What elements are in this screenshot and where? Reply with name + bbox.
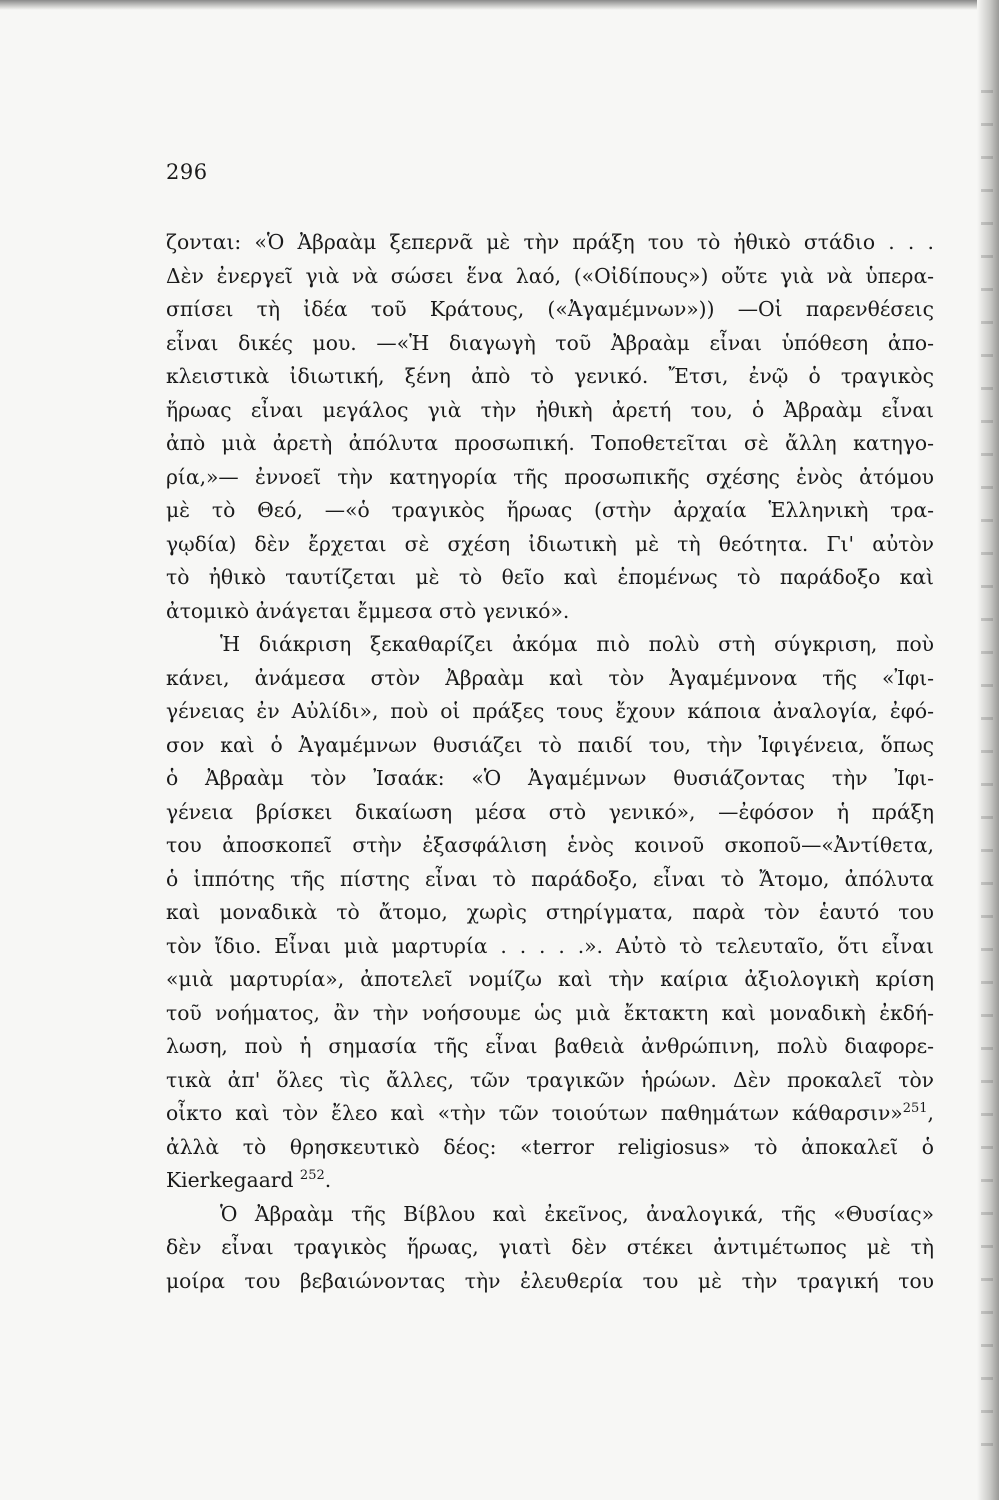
body-text xyxy=(166,226,934,1298)
text-line-content: ρία,»— ἐννοεῖ τὴν κατηγορία τῆς προσωπικῆς σχέσης ἑνὸς ἀτόμου xyxy=(166,464,934,489)
text-line-content: μὲ τὸ Θεό, —«ὁ τραγικὸς ἥρωας (στὴν ἀρχαία Ἑλληνικὴ τρα- xyxy=(166,498,934,522)
text-line-content: Kierkegaard xyxy=(166,1168,300,1192)
text-line xyxy=(166,662,934,696)
text-line xyxy=(166,695,934,729)
text-line xyxy=(166,628,934,662)
text-line xyxy=(166,327,934,361)
text-line xyxy=(166,1064,934,1098)
text-line xyxy=(166,461,934,495)
text-line-content: τοῦ νοήματος, ἂν τὴν νοήσουμε ὡς μιὰ ἔκτακτη καὶ μοναδικὴ ἐκδή- xyxy=(166,1000,934,1025)
text-line xyxy=(166,1097,934,1131)
text-line xyxy=(166,360,934,394)
text-line-content: Δὲν ἐνεργεῖ γιὰ νὰ σώσει ἕνα λαό, («Οἰδίπους») οὔτε γιὰ νὰ ὑπερα- xyxy=(166,263,934,288)
text-line-content: μοίρα του βεβαιώνοντας τὴν ἐλευθερία του μὲ τὴν τραγική του xyxy=(166,1268,934,1293)
footnote-marker: 251 xyxy=(902,1101,928,1116)
text-line-content: ἀλλὰ τὸ θρησκευτικὸ δέος: «terror religiosus» τὸ ἀποκαλεῖ ὁ xyxy=(166,1134,934,1159)
text-line-tail: . xyxy=(324,1168,332,1192)
scan-top-edge xyxy=(0,0,999,10)
text-line-content: τὸ ἠθικὸ ταυτίζεται μὲ τὸ θεῖο καὶ ἑπομένως τὸ παράδοξο καὶ xyxy=(166,565,934,589)
text-line xyxy=(166,260,934,294)
text-line xyxy=(166,963,934,997)
text-line-content: Ὁ Ἀβραὰμ τῆς Βίβλου καὶ ἐκεῖνος, ἀναλογικά, τῆς «Θυσίας» xyxy=(220,1201,934,1226)
text-line xyxy=(166,1198,934,1232)
footnote-marker: 252 xyxy=(299,1168,325,1183)
text-line-content: οἶκτο καὶ τὸν ἔλεο καὶ «τὴν τῶν τοιούτων παθημάτων κάθαρσιν» xyxy=(166,1101,903,1125)
text-line-content: καὶ μοναδικὰ τὸ ἄτομο, χωρὶς στηρίγματα, παρὰ τὸν ἑαυτό του xyxy=(166,900,934,924)
text-line-content: σπίσει τὴ ἰδέα τοῦ Κράτους, («Ἀγαμέμνων»)) —Οἱ παρενθέσεις xyxy=(166,297,934,321)
text-line xyxy=(166,1231,934,1265)
text-line-content: Ἡ διάκριση ξεκαθαρίζει ἀκόμα πιὸ πολὺ στὴ σύγκριση, ποὺ xyxy=(220,632,934,656)
text-line-content: κλειστικὰ ἰδιωτική, ξένη ἀπὸ τὸ γενικό. Ἔτσι, ἐνῷ ὁ τραγικὸς xyxy=(166,364,934,388)
text-line-content: δὲν εἶναι τραγικὸς ἥρωας, γιατὶ δὲν στέκει ἀντιμέτωπος μὲ τὴ xyxy=(166,1235,934,1259)
text-line xyxy=(166,561,934,595)
text-line xyxy=(166,1164,934,1198)
text-line-content: ζονται: «Ὁ Ἀβραὰμ ξεπερνᾶ μὲ τὴν πράξη του τὸ ἠθικὸ στάδιο . . . xyxy=(166,230,934,254)
text-line xyxy=(166,528,934,562)
text-line xyxy=(166,729,934,763)
text-line xyxy=(166,1131,934,1165)
text-line xyxy=(166,863,934,897)
text-line-tail: , xyxy=(927,1101,934,1125)
text-line-content: τὸν ἴδιο. Εἶναι μιὰ μαρτυρία . . . . .». Αὐτὸ τὸ τελευταῖο, ὅτι εἶναι xyxy=(166,933,934,958)
text-line-content: σον καὶ ὁ Ἀγαμέμνων θυσιάζει τὸ παιδί του, τὴν Ἰφιγένεια, ὅπως xyxy=(166,732,934,757)
text-line-content: ὁ ἱππότης τῆς πίστης εἶναι τὸ παράδοξο, εἶναι τὸ Ἄτομο, ἀπόλυτα xyxy=(166,866,934,891)
text-line-content: γένεια βρίσκει δικαίωση μέσα στὸ γενικό», —ἐφόσον ἡ πράξη xyxy=(166,799,934,824)
text-line xyxy=(166,293,934,327)
text-line-content: ἥρωας εἶναι μεγάλος γιὰ τὴν ἠθικὴ ἀρετή του, ὁ Ἀβραὰμ εἶναι xyxy=(166,397,934,422)
text-line xyxy=(166,896,934,930)
text-line-content: του ἀποσκοπεῖ στὴν ἐξασφάλιση ἑνὸς κοινοῦ σκοποῦ—«Ἀντίθετα, xyxy=(166,833,934,857)
page-number: 296 xyxy=(166,160,208,184)
text-line-content: κάνει, ἀνάμεσα στὸν Ἀβραὰμ καὶ τὸν Ἀγαμέμνονα τῆς «Ἰφι- xyxy=(166,665,934,690)
text-line xyxy=(166,762,934,796)
text-line xyxy=(166,930,934,964)
text-line-content: τικὰ ἀπ' ὅλες τὶς ἄλλες, τῶν τραγικῶν ἡρώων. Δὲν προκαλεῖ τὸν xyxy=(166,1067,934,1092)
text-line xyxy=(166,494,934,528)
text-line xyxy=(166,997,934,1031)
text-line-content: ἀπὸ μιὰ ἀρετὴ ἀπόλυτα προσωπική. Τοποθετεῖται σὲ ἄλλη κατηγο- xyxy=(166,431,934,455)
text-line-content: «μιὰ μαρτυρία», ἀποτελεῖ νομίζω καὶ τὴν καίρια ἀξιολογικὴ κρίση xyxy=(166,967,934,991)
text-line xyxy=(166,1030,934,1064)
text-line xyxy=(166,427,934,461)
text-line xyxy=(166,226,934,260)
text-line xyxy=(166,829,934,863)
text-line xyxy=(166,394,934,428)
text-line-content: ὁ Ἀβραὰμ τὸν Ἰσαάκ: «Ὁ Ἀγαμέμνων θυσιάζοντας τὴν Ἰφι- xyxy=(166,766,934,790)
text-line xyxy=(166,796,934,830)
text-line-content: λωση, ποὺ ἡ σημασία τῆς εἶναι βαθειὰ ἀνθρώπινη, πολὺ διαφορε- xyxy=(166,1034,934,1058)
text-line xyxy=(166,1265,934,1299)
text-line-content: γῳδία) δὲν ἔρχεται σὲ σχέση ἰδιωτικὴ μὲ τὴ θεότητα. Γι' αὐτὸν xyxy=(166,531,934,556)
text-line-content: ἀτομικὸ ἀνάγεται ἔμμεσα στὸ γενικό». xyxy=(166,598,570,623)
text-line-content: εἶναι δικές μου. —«Ἡ διαγωγὴ τοῦ Ἀβραὰμ εἶναι ὑπόθεση ἀπο- xyxy=(166,330,934,355)
text-line-content: γένειας ἐν Αὐλίδι», ποὺ οἱ πράξες τους ἔχουν κάποια ἀναλογία, ἐφό- xyxy=(166,699,934,723)
scan-bleed-through xyxy=(981,60,993,1460)
text-line xyxy=(166,595,934,629)
